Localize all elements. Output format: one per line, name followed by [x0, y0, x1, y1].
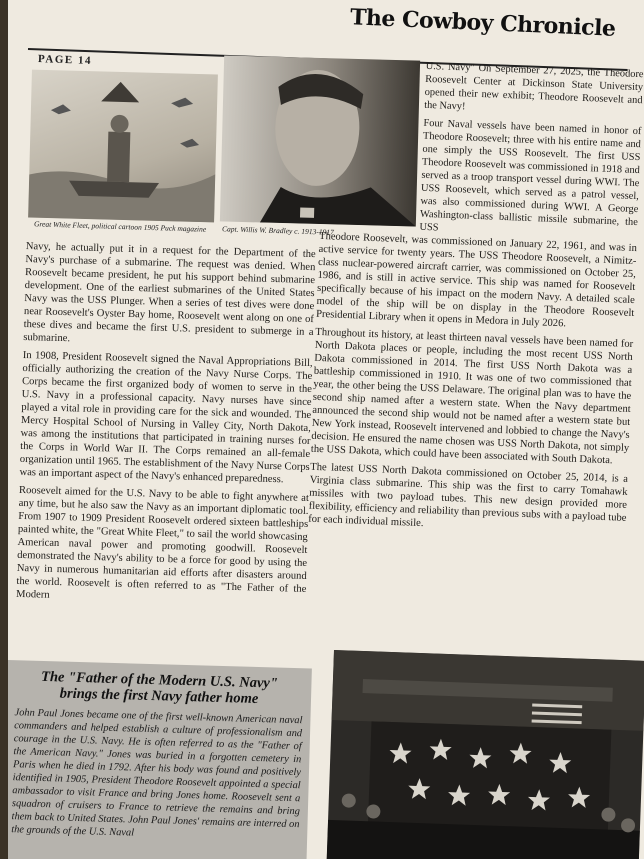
left-column	[16, 240, 316, 614]
right-paragraph-1: U.S. Navy" On September 27, 2025, the Theodore Roosevelt Center at Dickinson State University opened their new exhibit; Theodore Roosevelt and the Navy!	[423, 60, 644, 113]
left-paragraph-1: Navy, he actually put it in a request for the Department of the Navy's purchase of a submarine. The request was denied. When Roosevelt became president, he put his support behind submarine development. One of the earliest submarines of the United States Navy was the USS Plunger. When a series of test dives were done near Roosevelt's Oyster Bay home, Roosevelt went along on one of these dives and became the first U.S. president to submerge in a submarine.	[23, 240, 316, 345]
right-paragraph-2: Four Naval vessels have been named in honor of Theodore Roosevelt; three with his entire name and one simply the USS Roosevelt. The first USS Theodore Roosevelt was commissioned in 1918 and served as a troop transport vessel during WWI. The USS Roosevelt, which served as a patrol vessel, was also commissioned during WWI. A George Washington-class ballistic missile submarine, the USS	[419, 117, 642, 234]
cartoon-caption: Great White Fleet, political cartoon 1905 Puck magazine	[33, 219, 207, 234]
right-column	[308, 56, 644, 543]
left-paragraph-2: In 1908, President Roosevelt signed the Naval Appropriations Bill, officially authorizing the creation of the Navy Nurse Corps. The Corps became the first organized body of women to serve in the U.S. Navy in a professional capacity. Navy nurses have since played a vital role in providing care for the sick and wounded. The Mercy Hospital School of Nursing in Valley City, North Dakota, was among the institutions that participated in training nurses for the Corps in World War II. The Corps remained an all-female organization until 1965. The establishment of the Navy Nurse Corps was an important aspect of the Navy's enhanced preparedness.	[19, 349, 313, 486]
sidebar-body: John Paul Jones became one of the first well-known American naval commanders and helped establish a culture of professionalism and courage in the U.S. Navy. He is often referred to as the "Father of the American Navy." Jones was buried in a forgotten cemetery in Paris when he died in 1792. After his body was found and positively identified in 1905, President Theodore Roosevelt appointed a special ambassador to visit France and bring Jones home. Roosevelt sent a squadron of cruisers to France to retrieve the remains and bring them back to United States. John Paul Jones' remains are interred on the grounds of the U.S. Naval	[11, 707, 303, 839]
right-paragraph-4: The latest USS North Dakota commissioned on October 25, 2014, is a Virginia class submarine. This ship was the first to carry Tomahawk missiles with two payload tubes. This new design provided more flexibility, efficiency and reliability than previous subs with a payload tube for each individual missile.	[307, 461, 629, 530]
sidebar-title-line-1: The "Father of the Modern U.S. Navy"	[40, 668, 279, 692]
portrait-caption: Capt. Willis W. Bradley c. 1913-1917	[221, 224, 334, 237]
magazine-page	[8, 0, 644, 859]
cartoon-image	[28, 70, 218, 223]
right-paragraph-2b: Theodore Roosevelt, was commissioned on January 22, 1961, and was in active service for twenty years. The USS Theodore Roosevelt, a Nimitz-class nuclear-powered aircraft carrier, was commissioned on October 25, 1986, and is still in active service. This ship was named for Roosevelt specifically because of his impact on the modern Navy. A detailed scale model of the ship will be on display in the Theodore Roosevelt Presidential Library when it opens in Medora in July 2026.	[315, 230, 638, 330]
page-number: PAGE 14	[37, 53, 93, 67]
masthead: The Cowboy Chronicle	[350, 4, 617, 42]
sidebar-box	[8, 660, 312, 859]
left-paragraph-3: Roosevelt aimed for the U.S. Navy to be able to fight anywhere at any time, but he also saw the Navy as an important diplomatic tool. From 1907 to 1909 President Roosevelt ordered sixteen battleships painted white, the "Great White Fleet," to sail the world showcasing American naval power and promoting goodwill. Roosevelt demonstrated the Navy's ability to be a force for good by using the Navy in numerous humanitarian aid efforts after disasters around the world. Roosevelt is often referred to as "The Father of the Modern	[15, 484, 310, 601]
sidebar-title-line-2: brings the first Navy father home	[59, 685, 259, 708]
flag-ceremony-photo	[326, 650, 644, 859]
right-paragraph-3: Throughout its history, at least thirteen naval vessels have been named for North Dakota places or people, including the most recent USS North Dakota commissioned in 2014. The first USS North Dakota was a battleship commissioned in 1910. It was one of two commissioned that year, the other being the USS Delaware. The original plan was to have the second ship named after a western state. When the Navy department announced the second ship would not be named after a western state but New York instead, Roosevelt intervened and lobbied to change the Navy's decision. He ensured the name chosen was USS North Dakota, not simply the USS Dakota, which could have been associated with South Dakota.	[310, 326, 634, 467]
sidebar-title	[8, 668, 312, 708]
